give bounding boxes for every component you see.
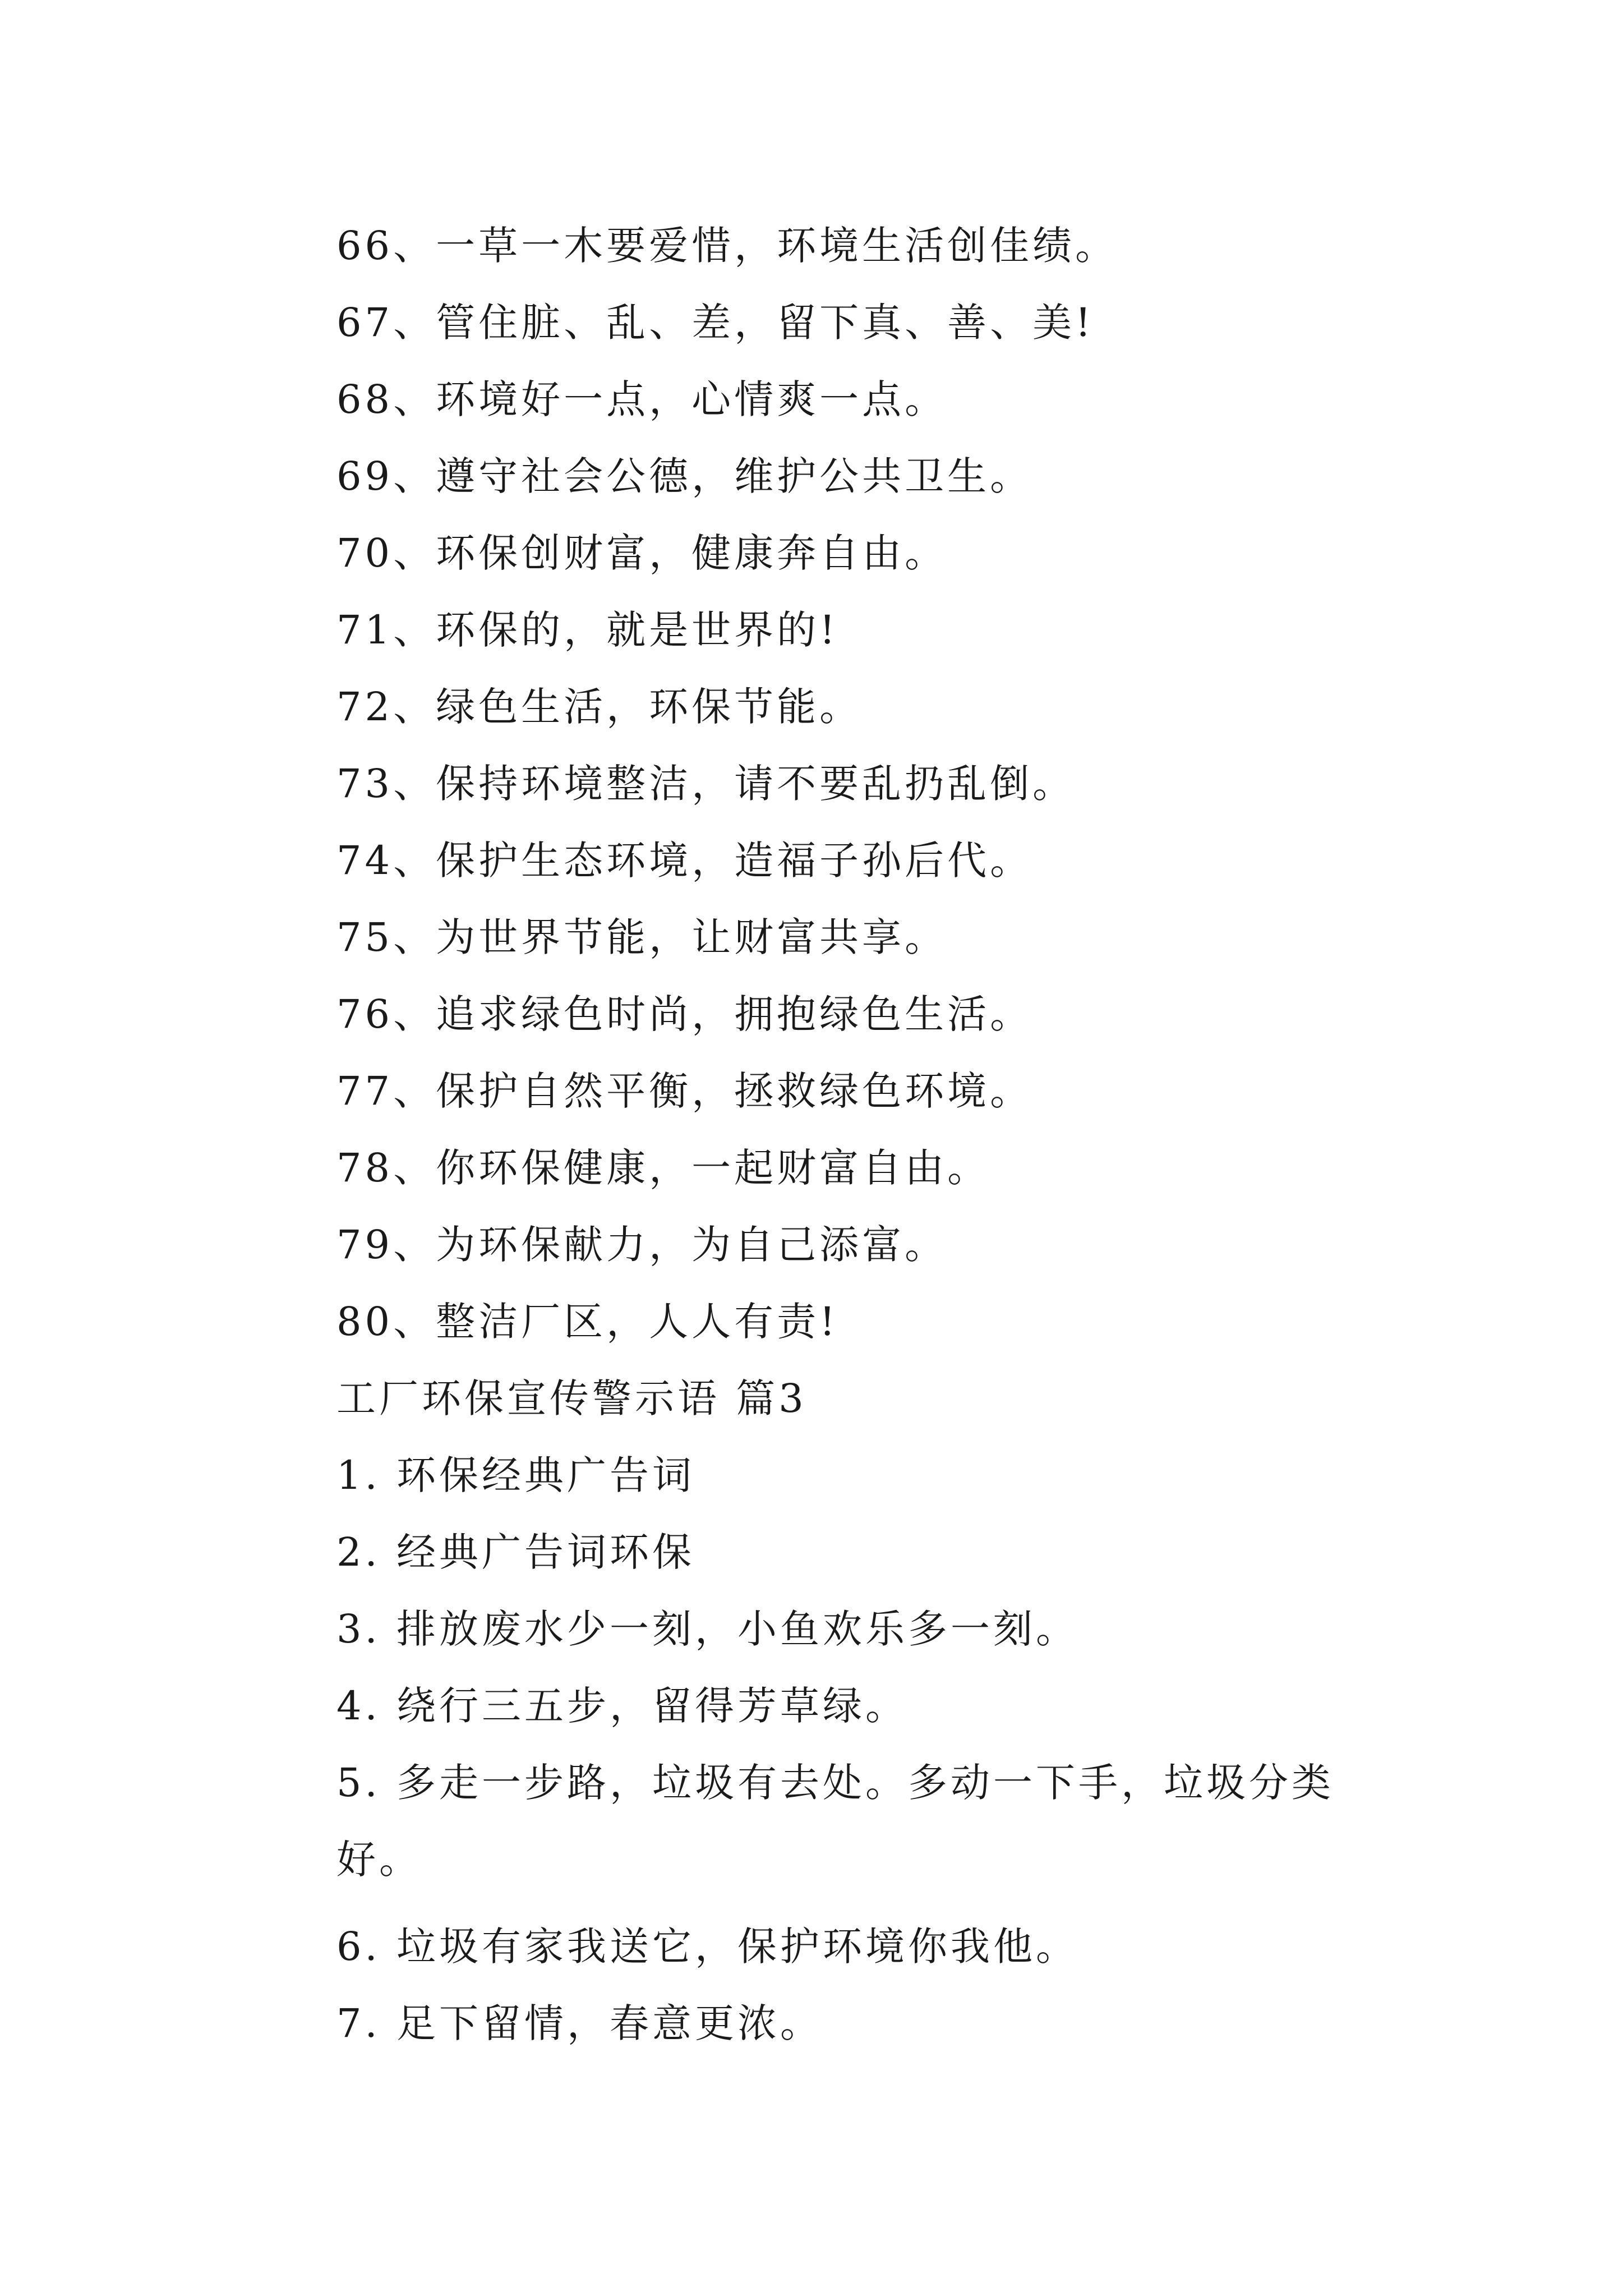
slogan-line: 76、追求绿色时尚，拥抱绿色生活。 xyxy=(336,991,1033,1037)
section-heading: 工厂环保宣传警示语 篇3 xyxy=(336,1375,807,1421)
list-item: 5. 多走一步路，垃圾有去处。多动一下手，垃圾分类好。 xyxy=(336,1760,1335,1883)
list-item: 7. 足下留情，春意更浓。 xyxy=(336,2000,823,2046)
slogan-line: 66、一草一木要爱惜，环境生活创佳绩。 xyxy=(336,223,1118,269)
slogan-line: 68、环境好一点，心情爽一点。 xyxy=(336,376,948,422)
document-body xyxy=(247,208,1402,2062)
list-item: 4. 绕行三五步，留得芳草绿。 xyxy=(336,1683,909,1729)
slogan-line: 74、保护生态环境，造福子孙后代。 xyxy=(336,838,1033,884)
slogan-line: 79、为环保献力，为自己添富。 xyxy=(336,1222,948,1268)
slogan-line: 78、你环保健康，一起财富自由。 xyxy=(336,1145,990,1191)
slogan-line: 70、环保创财富，健康奔自由。 xyxy=(336,530,948,576)
slogan-line: 73、保持环境整洁，请不要乱扔乱倒。 xyxy=(336,761,1076,807)
slogan-line: 72、绿色生活，环保节能。 xyxy=(336,684,863,730)
list-item: 1. 环保经典广告词 xyxy=(336,1452,695,1498)
slogan-line: 80、整洁厂区，人人有责! xyxy=(336,1299,839,1345)
list-item: 3. 排放废水少一刻，小鱼欢乐多一刻。 xyxy=(336,1606,1079,1652)
slogan-line: 77、保护自然平衡，拯救绿色环境。 xyxy=(336,1068,1033,1114)
slogan-line: 71、环保的，就是世界的! xyxy=(336,607,839,653)
list-item: 2. 经典广告词环保 xyxy=(336,1529,695,1575)
list-item: 6. 垃圾有家我送它，保护环境你我他。 xyxy=(336,1924,1079,1970)
slogan-line: 75、为世界节能，让财富共享。 xyxy=(336,914,948,960)
slogan-line: 69、遵守社会公德，维护公共卫生。 xyxy=(336,453,1033,499)
slogan-line: 67、管住脏、乱、差，留下真、善、美! xyxy=(336,300,1095,346)
paragraph-spacer xyxy=(247,1898,1402,1908)
